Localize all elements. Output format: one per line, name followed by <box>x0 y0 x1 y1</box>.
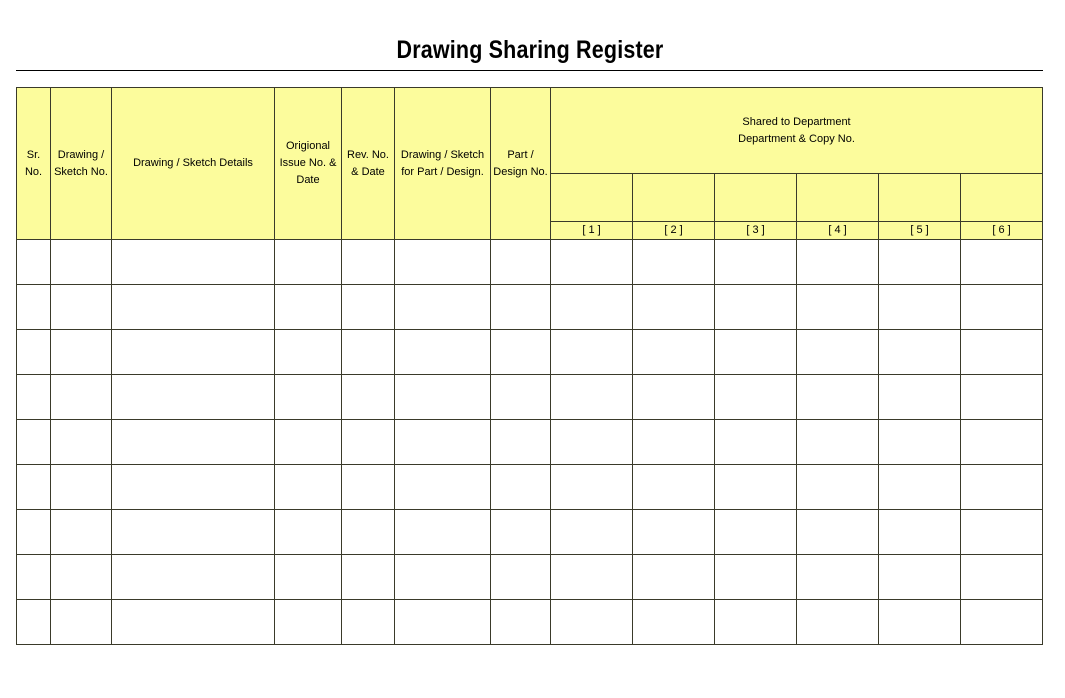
copy-1-cell[interactable] <box>551 510 633 555</box>
copy-6-cell[interactable] <box>961 330 1043 375</box>
copy-1-cell[interactable] <box>551 600 633 645</box>
drawing-no-cell[interactable] <box>51 330 112 375</box>
original-issue-cell[interactable] <box>275 510 342 555</box>
header-part-design-no-line1: Part / <box>507 148 534 161</box>
copy-4-cell[interactable] <box>797 465 879 510</box>
copy-2-cell[interactable] <box>633 510 715 555</box>
rev-no-cell[interactable] <box>342 420 395 465</box>
sketch-for-part-cell[interactable] <box>395 420 491 465</box>
header-rev-no <box>342 88 395 240</box>
drawing-no-cell[interactable] <box>51 555 112 600</box>
copy-4-cell[interactable] <box>797 420 879 465</box>
header-rev-no-line2: & Date <box>351 165 385 178</box>
copy-2-cell[interactable] <box>633 375 715 420</box>
sr-no-cell[interactable] <box>17 240 51 285</box>
header-shared-line1: Shared to Department <box>742 115 851 128</box>
original-issue-cell[interactable] <box>275 375 342 420</box>
details-cell[interactable] <box>112 555 275 600</box>
copy-2-cell[interactable] <box>633 330 715 375</box>
page-title: Drawing Sharing Register <box>396 36 664 64</box>
copy-number-3: [ 3 ] <box>715 222 797 240</box>
part-design-no-cell[interactable] <box>491 465 551 510</box>
rev-no-cell[interactable] <box>342 465 395 510</box>
sketch-for-part-cell[interactable] <box>395 375 491 420</box>
copy-4-cell[interactable] <box>797 600 879 645</box>
details-cell[interactable] <box>112 465 275 510</box>
header-details <box>112 88 275 240</box>
department-name-cell-2[interactable] <box>633 174 715 222</box>
table-row <box>17 330 1043 375</box>
header-original-issue <box>275 88 342 240</box>
copy-1-cell[interactable] <box>551 555 633 600</box>
copy-number-1: [ 1 ] <box>551 222 633 240</box>
header-shared-to-department <box>551 88 1043 174</box>
copy-1-cell[interactable] <box>551 375 633 420</box>
details-cell[interactable] <box>112 510 275 555</box>
header-original-issue-line1: Origional <box>285 140 331 152</box>
copy-3-cell[interactable] <box>715 420 797 465</box>
part-design-no-cell[interactable] <box>491 285 551 330</box>
title-underline <box>16 70 1043 71</box>
sr-no-cell[interactable] <box>17 510 51 555</box>
header-drawing-no <box>51 88 112 240</box>
drawing-no-cell[interactable] <box>51 240 112 285</box>
department-name-cell-3[interactable] <box>715 174 797 222</box>
table-row <box>17 375 1043 420</box>
original-issue-cell[interactable] <box>275 465 342 510</box>
sketch-for-part-cell[interactable] <box>395 330 491 375</box>
table-row <box>17 510 1043 555</box>
original-issue-cell[interactable] <box>275 600 342 645</box>
header-drawing-no-line2: Sketch No. <box>54 165 108 178</box>
copy-6-cell[interactable] <box>961 555 1043 600</box>
table-row <box>17 600 1043 645</box>
part-design-no-cell[interactable] <box>491 600 551 645</box>
copy-4-cell[interactable] <box>797 555 879 600</box>
copy-3-cell[interactable] <box>715 555 797 600</box>
drawing-no-cell[interactable] <box>51 600 112 645</box>
copy-4-cell[interactable] <box>797 375 879 420</box>
details-cell[interactable] <box>112 330 275 375</box>
header-details-label: Drawing / Sketch Details <box>133 157 253 169</box>
copy-5-cell[interactable] <box>879 420 961 465</box>
copy-5-cell[interactable] <box>879 375 961 420</box>
original-issue-cell[interactable] <box>275 285 342 330</box>
header-part-design-no <box>491 88 551 240</box>
drawing-no-cell[interactable] <box>51 420 112 465</box>
copy-6-cell[interactable] <box>961 510 1043 555</box>
part-design-no-cell[interactable] <box>491 420 551 465</box>
part-design-no-cell[interactable] <box>491 555 551 600</box>
copy-1-cell[interactable] <box>551 330 633 375</box>
sr-no-cell[interactable] <box>17 285 51 330</box>
copy-4-cell[interactable] <box>797 240 879 285</box>
copy-5-cell[interactable] <box>879 555 961 600</box>
part-design-no-cell[interactable] <box>491 510 551 555</box>
rev-no-cell[interactable] <box>342 330 395 375</box>
original-issue-cell[interactable] <box>275 420 342 465</box>
copy-4-cell[interactable] <box>797 510 879 555</box>
copy-4-cell[interactable] <box>797 285 879 330</box>
copy-3-cell[interactable] <box>715 285 797 330</box>
sr-no-cell[interactable] <box>17 330 51 375</box>
table-row <box>17 285 1043 330</box>
table-row <box>17 420 1043 465</box>
header-sr-no <box>17 88 51 240</box>
copy-number-5: [ 5 ] <box>879 222 961 240</box>
drawing-no-cell[interactable] <box>51 465 112 510</box>
rev-no-cell[interactable] <box>342 555 395 600</box>
sketch-for-part-cell[interactable] <box>395 465 491 510</box>
copy-6-cell[interactable] <box>961 600 1043 645</box>
copy-4-cell[interactable] <box>797 330 879 375</box>
department-name-cell-6[interactable] <box>961 174 1043 222</box>
table-row <box>17 465 1043 510</box>
copy-2-cell[interactable] <box>633 240 715 285</box>
header-part-design-no-line2: Design No. <box>493 165 548 178</box>
copy-3-cell[interactable] <box>715 375 797 420</box>
copy-5-cell[interactable] <box>879 600 961 645</box>
sr-no-cell[interactable] <box>17 600 51 645</box>
details-cell[interactable] <box>112 285 275 330</box>
copy-6-cell[interactable] <box>961 375 1043 420</box>
header-original-issue-line3: Date <box>296 174 320 186</box>
department-name-cell-4[interactable] <box>797 174 879 222</box>
sr-no-cell[interactable] <box>17 375 51 420</box>
header-drawing-no-line1: Drawing / <box>57 148 105 161</box>
department-name-cell-1[interactable] <box>551 174 633 222</box>
register-table <box>16 87 1043 645</box>
register-body <box>17 240 1043 645</box>
copy-number-6: [ 6 ] <box>961 222 1043 240</box>
rev-no-cell[interactable] <box>342 240 395 285</box>
header-sketch-for-part-line2: for Part / Design. <box>401 165 484 178</box>
header-sketch-for-part <box>395 88 491 240</box>
copy-1-cell[interactable] <box>551 420 633 465</box>
copy-2-cell[interactable] <box>633 420 715 465</box>
sr-no-cell[interactable] <box>17 465 51 510</box>
table-row <box>17 555 1043 600</box>
copy-2-cell[interactable] <box>633 465 715 510</box>
copy-1-cell[interactable] <box>551 240 633 285</box>
copy-3-cell[interactable] <box>715 330 797 375</box>
header-sr-no-line1: Sr. <box>26 148 41 161</box>
details-cell[interactable] <box>112 240 275 285</box>
part-design-no-cell[interactable] <box>491 240 551 285</box>
copy-3-cell[interactable] <box>715 465 797 510</box>
copy-3-cell[interactable] <box>715 600 797 645</box>
header-original-issue-line2: Issue No. & <box>279 157 337 169</box>
header-sketch-for-part-line1: Drawing / Sketch <box>400 148 485 161</box>
details-cell[interactable] <box>112 420 275 465</box>
rev-no-cell[interactable] <box>342 285 395 330</box>
copy-5-cell[interactable] <box>879 510 961 555</box>
copy-5-cell[interactable] <box>879 240 961 285</box>
sketch-for-part-cell[interactable] <box>395 285 491 330</box>
copy-5-cell[interactable] <box>879 285 961 330</box>
original-issue-cell[interactable] <box>275 555 342 600</box>
original-issue-cell[interactable] <box>275 240 342 285</box>
details-cell[interactable] <box>112 600 275 645</box>
copy-number-2: [ 2 ] <box>633 222 715 240</box>
rev-no-cell[interactable] <box>342 375 395 420</box>
copy-2-cell[interactable] <box>633 285 715 330</box>
copy-2-cell[interactable] <box>633 555 715 600</box>
header-rev-no-line1: Rev. No. <box>347 148 389 161</box>
copy-2-cell[interactable] <box>633 600 715 645</box>
copy-3-cell[interactable] <box>715 240 797 285</box>
copy-1-cell[interactable] <box>551 285 633 330</box>
copy-5-cell[interactable] <box>879 465 961 510</box>
copy-number-4: [ 4 ] <box>797 222 879 240</box>
copy-6-cell[interactable] <box>961 465 1043 510</box>
copy-5-cell[interactable] <box>879 330 961 375</box>
drawing-no-cell[interactable] <box>51 375 112 420</box>
copy-1-cell[interactable] <box>551 465 633 510</box>
copy-3-cell[interactable] <box>715 510 797 555</box>
header-sr-no-line2: No. <box>24 165 43 178</box>
sr-no-cell[interactable] <box>17 555 51 600</box>
sketch-for-part-cell[interactable] <box>395 240 491 285</box>
header-shared-line2: Department & Copy No. <box>738 132 855 145</box>
copy-6-cell[interactable] <box>961 240 1043 285</box>
original-issue-cell[interactable] <box>275 330 342 375</box>
table-row <box>17 240 1043 285</box>
copy-6-cell[interactable] <box>961 285 1043 330</box>
department-name-cell-5[interactable] <box>879 174 961 222</box>
drawing-no-cell[interactable] <box>51 285 112 330</box>
rev-no-cell[interactable] <box>342 600 395 645</box>
part-design-no-cell[interactable] <box>491 330 551 375</box>
sketch-for-part-cell[interactable] <box>395 555 491 600</box>
sketch-for-part-cell[interactable] <box>395 510 491 555</box>
rev-no-cell[interactable] <box>342 510 395 555</box>
copy-6-cell[interactable] <box>961 420 1043 465</box>
part-design-no-cell[interactable] <box>491 375 551 420</box>
sr-no-cell[interactable] <box>17 420 51 465</box>
sketch-for-part-cell[interactable] <box>395 600 491 645</box>
details-cell[interactable] <box>112 375 275 420</box>
drawing-no-cell[interactable] <box>51 510 112 555</box>
